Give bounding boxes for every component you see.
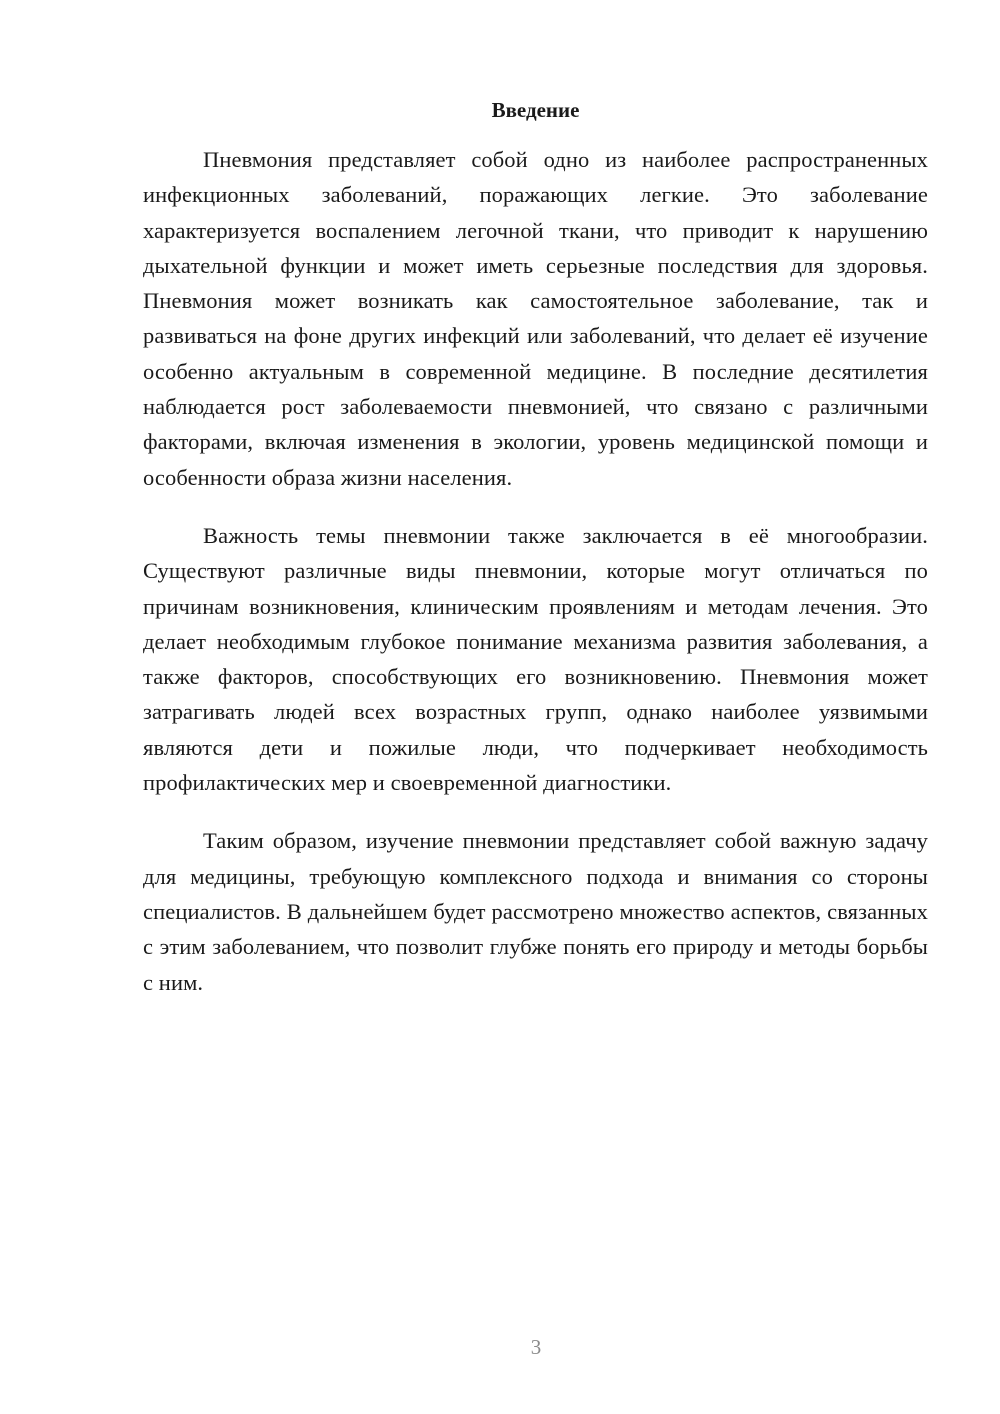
paragraph-conclusion: Таким образом, изучение пневмонии представляет собой важную задачу для медицины, требующую комплексного подхода и внимания со стороны специалистов. В дальнейшем будет рассмотрено множество аспектов, связанных с этим заболеванием, что позволит глубже понять его природу и методы борьбы с ним. — [143, 828, 928, 995]
page-title: Введение — [491, 98, 580, 122]
body-text — [143, 142, 928, 1023]
paragraph-importance: Важность темы пневмонии также заключается в её многообразии. Существуют различные виды пневмонии, которые могут отличаться по причинам возникновения, клиническим проявлениям и методам лечения. Это делает необходимым глубокое понимание механизма развития заболевания, а также факторов, способствующих его возникновению. Пневмония может затрагивать людей всех возрастных групп, однако наиболее уязвимыми являются дети и пожилые люди, что подчеркивает необходимость профилактических мер и своевременной диагностики. — [143, 522, 928, 796]
paragraph-intro: Пневмония представляет собой одно из наиболее распространенных инфекционных заболеваний, поражающих легкие. Это заболевание характеризуется воспалением легочной ткани, что приводит к нарушению дыхательной функции и может иметь серьезные последствия для здоровья. Пневмония может возникать как самостоятельное заболевание, так и развиваться на фоне других инфекций или заболеваний, что делает её изучение особенно актуальным в современной медицине. В последние десятилетия наблюдается рост заболеваемости пневмонией, что связано с различными факторами, включая изменения в экологии, уровень медицинской помощи и особенности образа жизни населения. — [143, 147, 928, 490]
page-number: 3 — [530, 1335, 542, 1359]
